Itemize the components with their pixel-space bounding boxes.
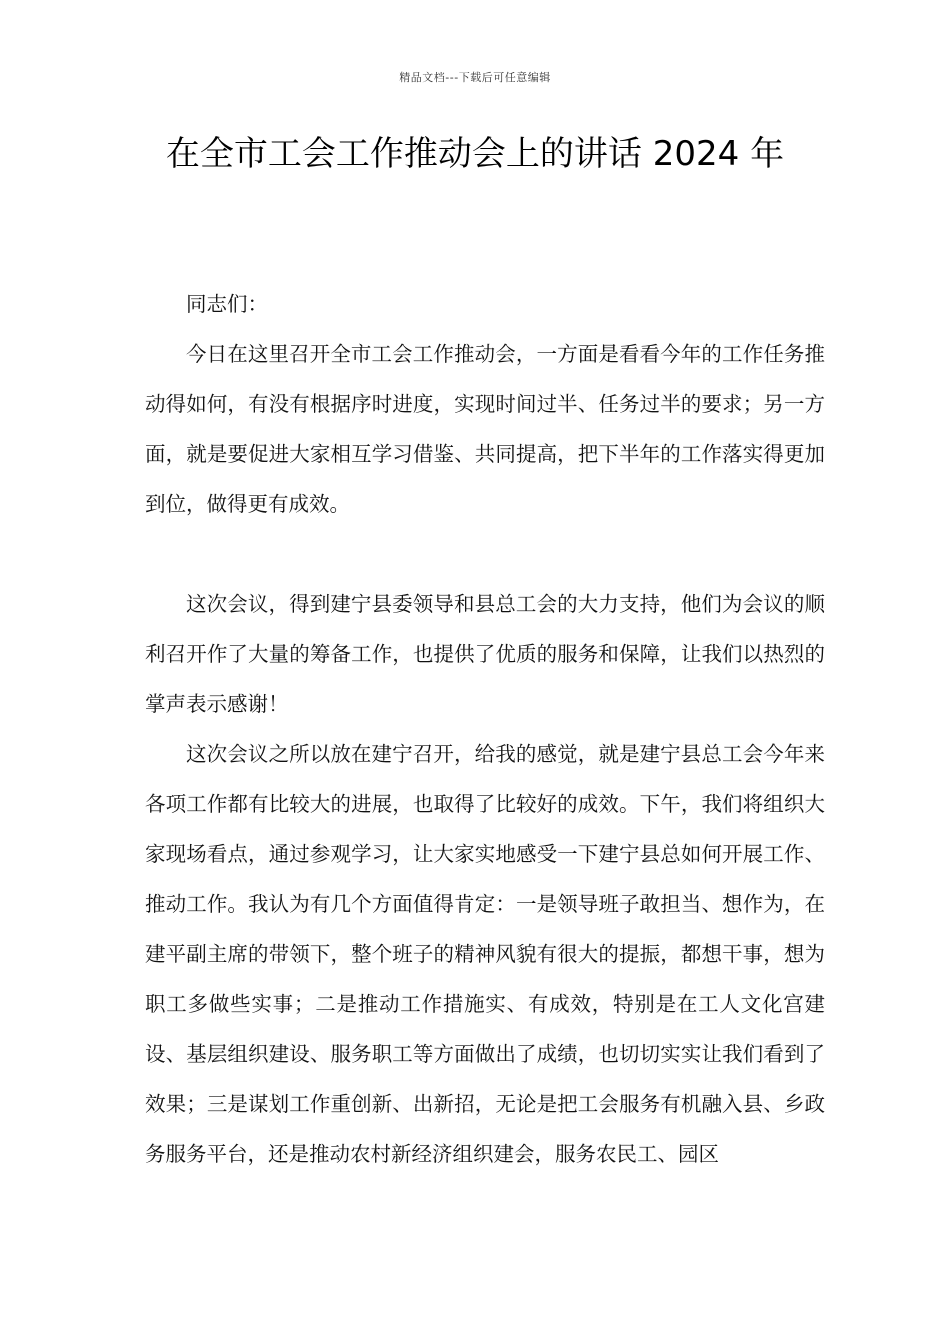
greeting: 同志们： bbox=[186, 292, 268, 316]
paragraph-1: 今日在这里召开全市工会工作推动会，一方面是看看今年的工作任务推动得如何，有没有根据序时进度，实现时间过半、任务过半的要求；另一方面，就是要促进大家相互学习借鉴、共同提高，把下半年的工作落实得更加到位，做得更有成效。 bbox=[145, 342, 825, 516]
document-title: 在全市工会工作推动会上的讲话 2024 年 bbox=[165, 134, 785, 174]
header-note: 精品文档---下载后可任意编辑 bbox=[399, 71, 551, 84]
document-body bbox=[145, 279, 825, 1179]
paragraph-spacer bbox=[145, 529, 825, 579]
paragraph-3: 这次会议之所以放在建宁召开，给我的感觉，就是建宁县总工会今年来各项工作都有比较大的进展，也取得了比较好的成效。下午，我们将组织大家现场看点，通过参观学习，让大家实地感受一下建宁县总如何开展工作、推动工作。我认为有几个方面值得肯定：一是领导班子敢担当、想作为，在建平副主席的带领下，整个班子的精神风貌有很大的提振，都想干事，想为职工多做些实事；二是推动工作措施实、有成效，特别是在工人文化宫建设、基层组织建设、服务职工等方面做出了成绩，也切切实实让我们看到了效果；三是谋划工作重创新、出新招，无论是把工会服务有机融入县、乡政务服务平台，还是推动农村新经济组织建会，服务农民工、园区 bbox=[145, 742, 825, 1166]
paragraph-2: 这次会议，得到建宁县委领导和县总工会的大力支持，他们为会议的顺利召开作了大量的筹备工作，也提供了优质的服务和保障，让我们以热烈的掌声表示感谢！ bbox=[145, 592, 825, 716]
